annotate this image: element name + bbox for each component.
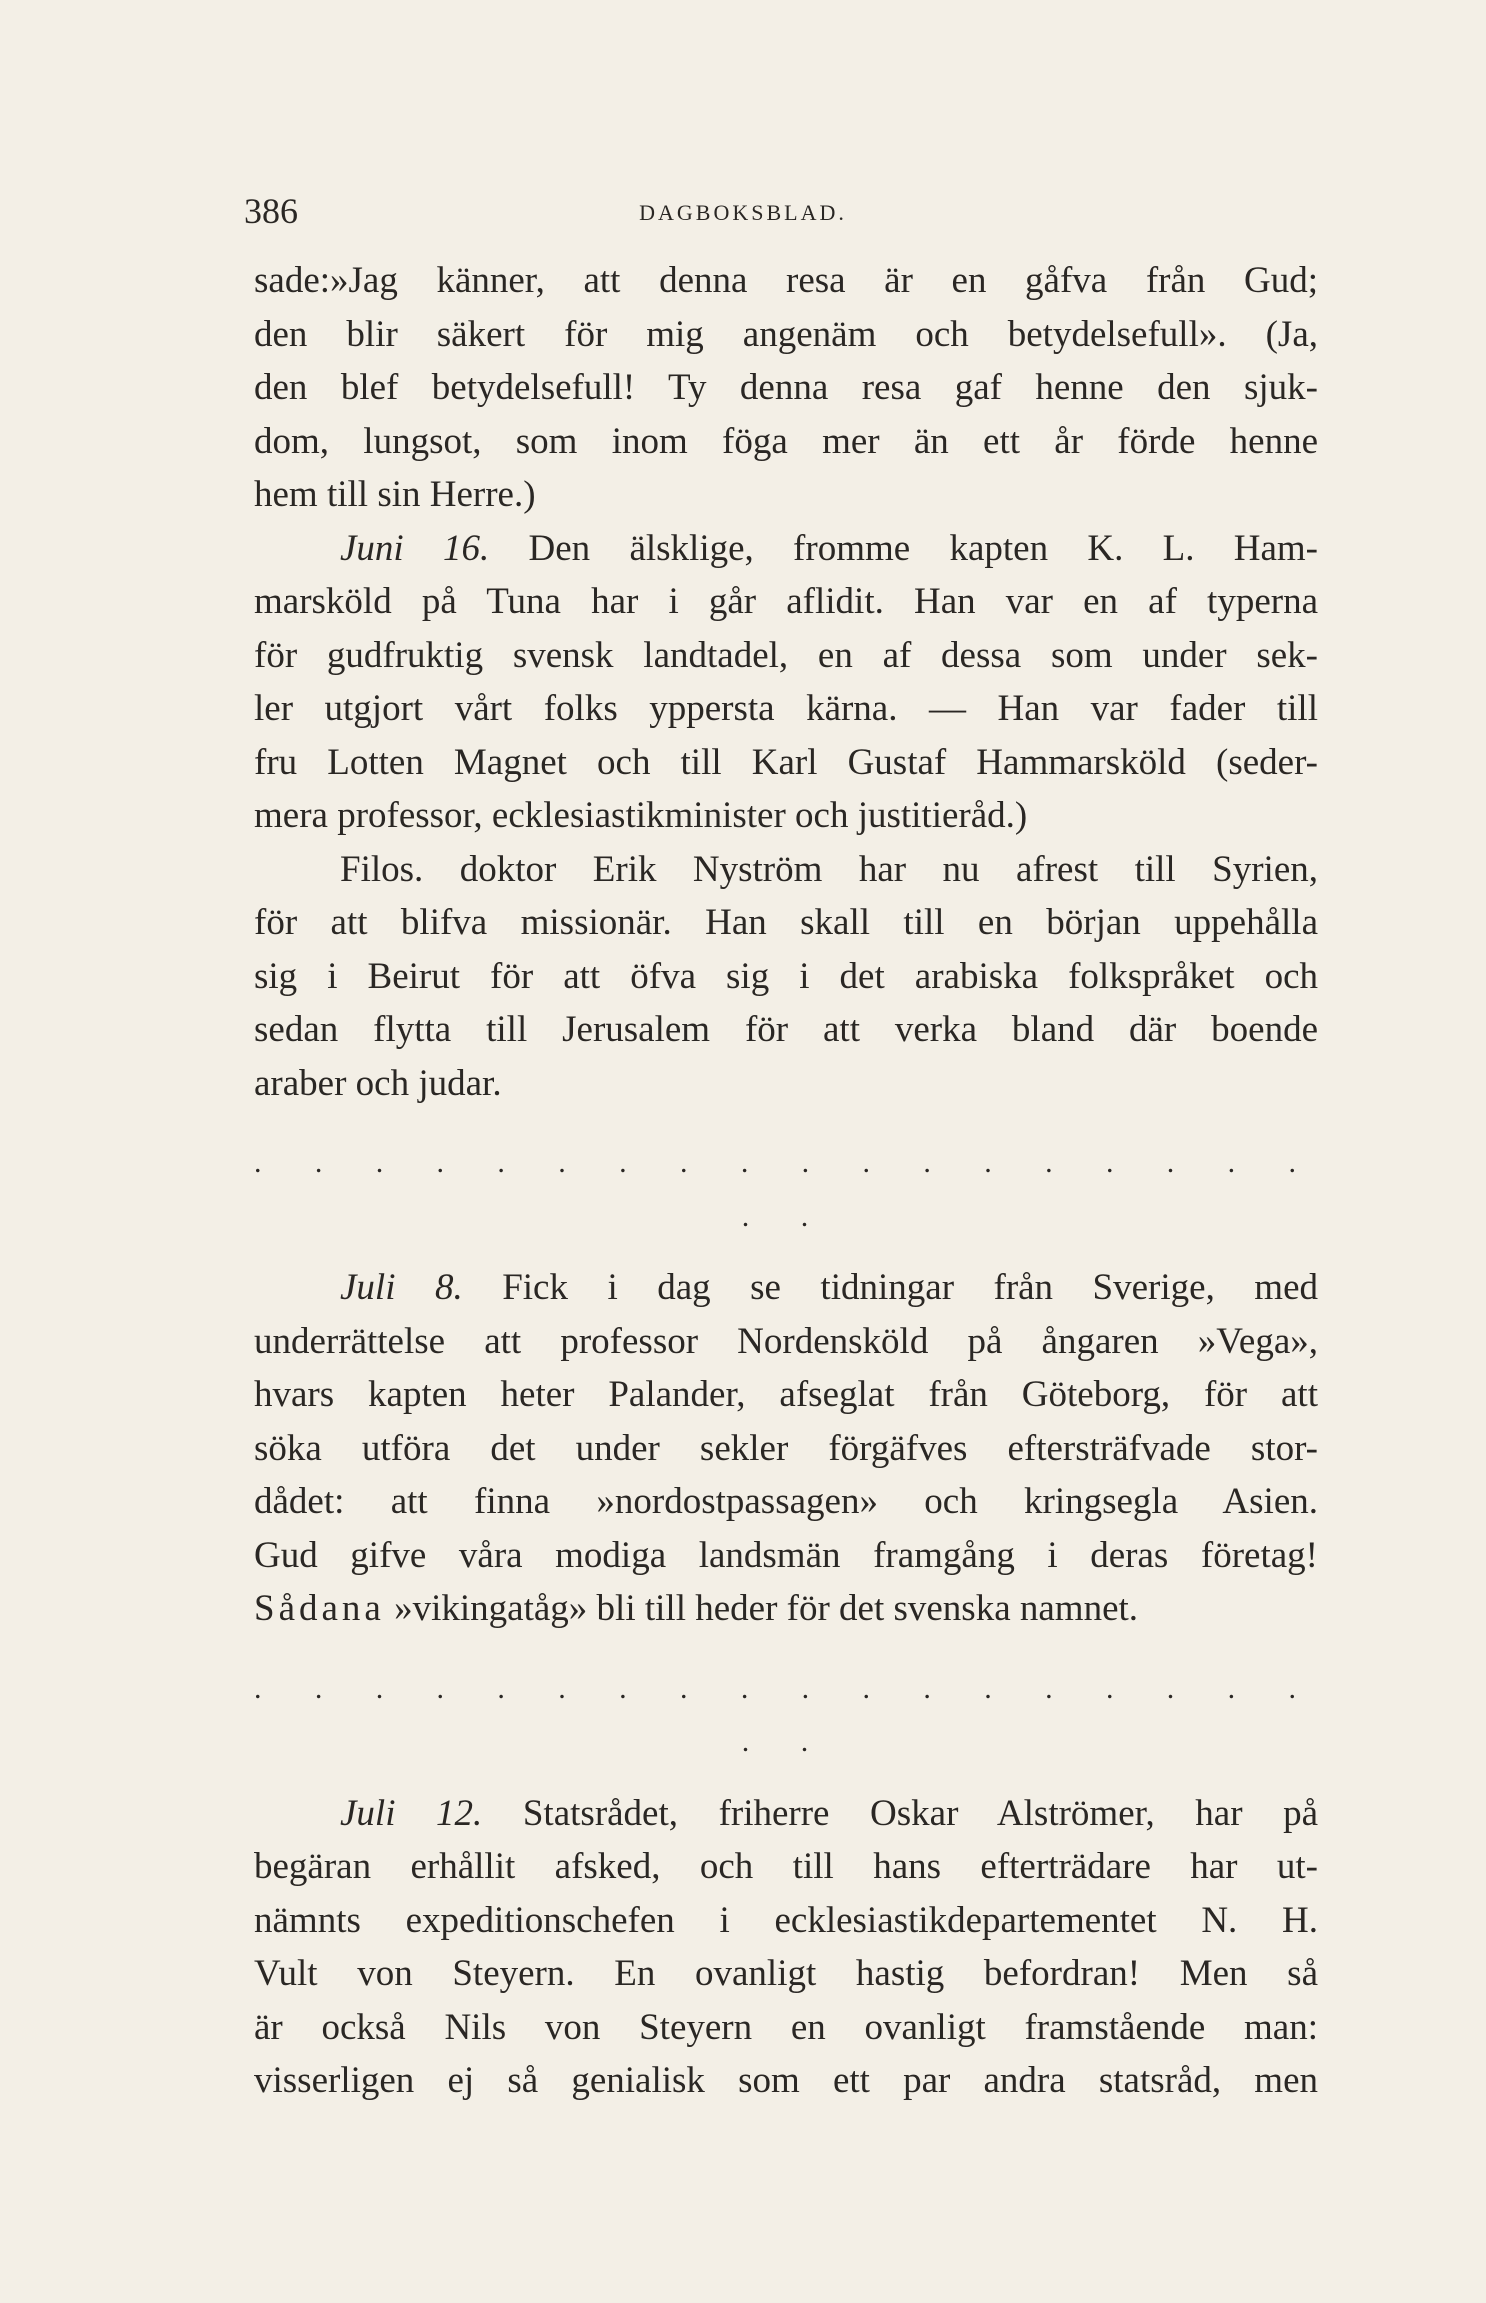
entry-first-line xyxy=(254,1261,1318,1315)
text-line: söka utföra det under sekler förgäfves eftersträfvade stor- xyxy=(254,1427,1318,1469)
entry-first-line xyxy=(254,522,1318,576)
text-line: ler utgjort vårt folks yppersta kärna. — Han var fader till xyxy=(254,688,1318,729)
text-span: »vikingatåg» bli till heder för det svenska namnet. xyxy=(384,1588,1139,1629)
text-line: sig i Beirut för att öfva sig i det arabiska folkspråket och xyxy=(254,955,1318,997)
text-span: Den älsklige, fromme kapten K. L. Ham- xyxy=(528,527,1318,569)
text-line: Filos. doktor Erik Nyström har nu afrest till Syrien, xyxy=(340,848,1318,890)
text-line: mera professor, ecklesiastikminister och justitieråd.) xyxy=(254,795,1028,836)
text-line xyxy=(254,1582,1318,1636)
text-line: för gudfruktig svensk landtadel, en af dessa som under sek- xyxy=(254,634,1318,676)
running-title: DAGBOKSBLAD. xyxy=(639,200,847,225)
entry-first-line xyxy=(254,1787,1318,1841)
page-header xyxy=(0,190,1486,250)
text-line: den blir säkert för mig angenäm och betydelsefull». (Ja, xyxy=(254,313,1318,355)
text-line: begäran erhållit afsked, och till hans efterträdare har ut- xyxy=(254,1846,1318,1887)
body-text xyxy=(254,254,1318,2108)
spaced-word: Sådana xyxy=(254,1588,385,1629)
section-separator: . . . . . . . . . . . . . . . . . . . . xyxy=(254,1671,1318,1758)
text-line: Gud gifve våra modiga landsmän framgång i deras företag! xyxy=(254,1534,1318,1576)
text-line: är också Nils von Steyern en ovanligt framstående man: xyxy=(254,2006,1318,2048)
text-line: sedan flytta till Jerusalem för att verka bland där boende xyxy=(254,1009,1318,1050)
text-line: nämnts expeditionschefen i ecklesiastikdepartementet N. H. xyxy=(254,1899,1318,1941)
text-line: Vult von Steyern. En ovanligt hastig befordran! Men så xyxy=(254,1953,1318,1994)
entry-date: Juli 8. xyxy=(340,1267,463,1308)
text-span: Statsrådet, friherre Oskar Alströmer, har på xyxy=(522,1792,1319,1834)
text-line: araber och judar. xyxy=(254,1062,502,1104)
text-line: den blef betydelsefull! Ty denna resa gaf henne den sjuk- xyxy=(254,367,1318,408)
text-line: hem till sin Herre.) xyxy=(254,474,536,515)
text-span: Fick i dag se tidningar från Sverige, med xyxy=(502,1267,1318,1308)
text-line: marsköld på Tuna har i går aflidit. Han var en af typerna xyxy=(254,581,1318,622)
section-separator: . . . . . . . . . . . . . . . . . . . . xyxy=(254,1146,1318,1233)
text-line: underrättelse att professor Nordensköld på ångaren »Vega», xyxy=(254,1320,1318,1362)
text-line: hvars kapten heter Palander, afseglat från Göteborg, för att xyxy=(254,1374,1318,1415)
text-line: sade:»Jag känner, att denna resa är en gåfva från Gud; xyxy=(254,260,1318,301)
text-line: dådet: att finna »nordostpassagen» och kringsegla Asien. xyxy=(254,1481,1318,1522)
text-line: fru Lotten Magnet och till Karl Gustaf Hammarsköld (seder- xyxy=(254,741,1318,783)
text-line: visserligen ej så genialisk som ett par andra statsråd, men xyxy=(254,2060,1318,2101)
text-line: för att blifva missionär. Han skall till en början uppehålla xyxy=(254,902,1318,943)
entry-date: Juli 12. xyxy=(340,1792,483,1834)
entry-date: Juni 16. xyxy=(340,527,490,569)
text-line: dom, lungsot, som inom föga mer än ett år förde henne xyxy=(254,420,1318,462)
page-number: 386 xyxy=(244,191,298,231)
